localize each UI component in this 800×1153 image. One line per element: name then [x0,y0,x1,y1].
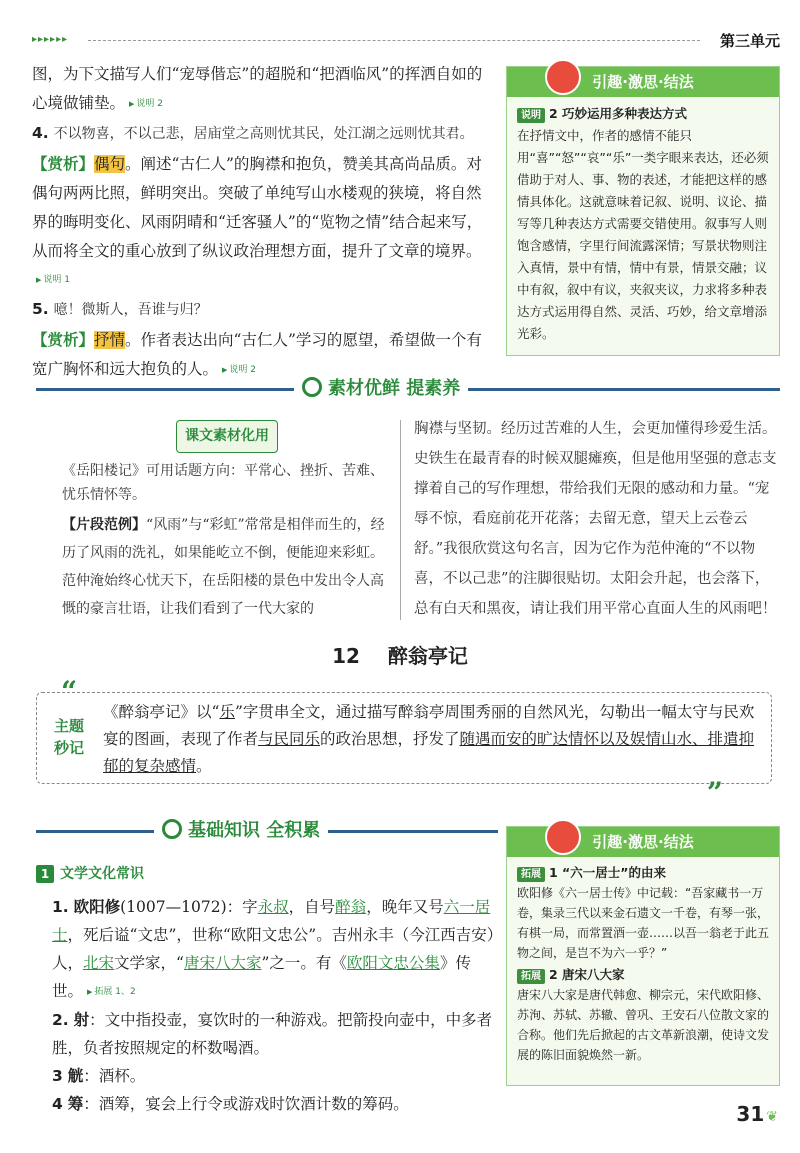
theme-label: 主题秒记 [53,717,84,757]
literature-heading: 1 文学文化常识 [36,860,498,889]
extend-body-2: 唐宋八大家是唐代韩愈、柳宗元，宋代欧阳修、苏洵、苏轼、苏辙、曾巩、王安石八位散文家的合称。他们先后掀起的古文革新浪潮，使诗文发展的陈旧面貌焕然一新。 [517,988,770,1062]
header-rule [88,40,700,41]
explain-tag: 说明 [517,108,545,123]
section-bar-materials: 素材优鲜 提素养 [36,374,780,404]
material-left: 课文素材化用 《岳阳楼记》可用话题方向：平常心、挫折、苦难、忧乐情怀等。 【片段范例】“风雨”与“彩虹”常常是相伴而生的，经历了风雨的洗礼，如果能屹立不倒，便能迎来彩虹。范仲淹始终心忧天下，在岳阳楼的景色中发出令人高慨的豪言壮语，让我们看到了一代大家的 [62,420,392,623]
item-she: 2. 射：文中指投壶，宴饮时的一种游戏。把箭投向壶中，中多者胜，负者按照规定的杯数喝酒。 [52,1010,493,1057]
side-box-title-bar: 引趣·激思·结法 [507,67,779,97]
leaf-icon: ❦ [766,1109,778,1125]
material-right: 胸襟与坚韧。经历过苦难的人生，会更加懂得珍爱生活。史铁生在最青春的时候双腿瘫痪，但是他用坚强的意志支撑着自己的写作理想，带给我们无限的感动和力量。“宠辱不惊，看庭前花开花落；去留无意，望天上云卷云舒。”我很欣赏这句名言，因为它作为范仲淹的“不以物喜，不以己悲”的注脚很贴切。太阳会升起，也会落下，总有白天和黑夜，请让我们用平常心直面人生的风雨吧！ [414,421,777,617]
item-4-analysis: 【赏析】偶句。阐述“古仁人”的胸襟和抱负，赞美其高尚品质。对偶句两两比照，鲜明突出。突破了单纯写山水楼观的狭境，将自然界的晦明变化、风雨阴晴和“迁客骚人”的“览物之情”结合起来写，从而将全文的重心放到了纵议政治理想方面，提升了文章的境界。▶ 说明 1 [32,149,494,296]
top-left-column [32,60,494,385]
side-box-body: 在抒情文中，作者的感情不能只用“喜”“怒”“哀”“乐”一类字眼来表达，还必须借助于对人、事、物的表述，才能把这样的感情具体化。这就意味着记叙、说明、议论、描写等几种表达方式需要交错使用。叙事写人则饱含感情，字里行间流露深情；写景状物则注入真情，景中有情，情中有景，情景交融；议中有叙，叙中有议，夹叙夹议，力求将多种表达方式运用得自然、灵活、巧妙，给文章增添光彩。 [517,128,769,341]
quote-open-icon: “ [61,675,78,708]
item-5: 5. 噫！微斯人，吾谁与归？ [32,300,208,318]
quote-close-icon: ” [706,776,723,809]
section-bar-basics: 基础知识 全积累 [36,816,498,846]
lesson-title: 12 醉翁亭记 [332,644,468,668]
theme-box [36,675,772,809]
header-dots: ▸▸▸▸▸▸ [32,34,69,45]
unit-title: 第三单元 [719,32,780,50]
reader-avatar-icon [545,59,581,95]
item-chou: 4 筹：酒筹，宴会上行令或游戏时饮酒计数的筹码。 [52,1094,409,1113]
theme-body: 《醉翁亭记》以“乐”字贯串全文，通过描写醉翁亭周围秀丽的自然风光，勾勒出一幅太守与民欢宴的图画，表现了作者与民同乐的政治思想，抒发了随遇而安的旷达情怀以及娱情山水、排遣抑郁的复杂感情。 [103,703,755,775]
item-4: 4. 不以物喜，不以己悲，居庙堂之高则忧其民，处江湖之远则忧其君。 [32,123,474,142]
page-header [0,0,800,52]
basics-column [36,860,498,1118]
reader-avatar-icon [545,819,581,855]
paragraph-intro: 图，为下文描写人们“宠辱偕忘”的超脱和“把酒临风”的挥洒自如的心境做铺垫。▶ 说明 2 [32,60,494,119]
item-ouyangxiu: 1. 欧阳修(1007—1072)：字永叔，自号醉翁，晚年又号六一居士，死后谥“文忠”，世称“欧阳文忠公”。吉州永丰（今江西吉安）人，北宋文学家，“唐宋八大家”之一。有《欧阳文忠公集》传世。▶ 拓展 1、2 [52,893,498,1006]
spiral-icon [302,377,322,397]
extend-tag: 拓展 [517,867,545,882]
material-pill: 课文素材化用 [176,420,278,453]
note-link[interactable]: ▶ 说明 2 [222,356,256,385]
extend-tag: 拓展 [517,969,545,984]
note-link[interactable]: ▶ 说明 2 [129,90,163,119]
side-box-title-bar: 引趣·激思·结法 [507,827,779,857]
material-divider [400,420,401,620]
item-5-analysis: 【赏析】抒情。作者表达出向“古仁人”学习的愿望，希望做一个有宽广胸怀和远大抱负的人。▶ 说明 2 [32,325,494,385]
extend-body-1: 欧阳修《六一居士传》中记载：“吾家藏书一万卷，集录三代以来金石遗文一千卷，有琴一张，有棋一局，而常置酒一壶……以吾一翁老于此五物之间，是岂不为六一乎？” [517,886,770,960]
page-number: 31 ❦ [736,1102,778,1126]
spiral-icon [162,819,182,839]
item-gong: 3 觥：酒杯。 [52,1066,146,1085]
side-box-explain: 引趣·激思·结法 说明 2 巧妙运用多种表达方式 在抒情文中，作者的感情不能只用“喜”“怒”“哀”“乐”一类字眼来表达，还必须借助于对人、事、物的表述，才能把这样的感情具体化。这就意味着记叙、说明、议论、描写等几种表达方式需要交错使用。叙事写人则饱含感情，字里行间流露深情；写景状物则注入真情，景中有情，情中有景，情景交融；议中有叙，叙中有议，夹叙夹议，力求将多种表达方式运用得自然、灵活、巧妙，给文章增添光彩。 [506,66,780,356]
note-link[interactable]: ▶ 拓展 1、2 [87,978,136,1006]
side-box-extend: 引趣·激思·结法 拓展 1 “六一居士”的由来 欧阳修《六一居士传》中记载：“吾家藏书一万卷，集录三代以来金石遗文一千卷，有琴一张，有棋一局，而常置酒一壶……以吾一翁老于此五物之间，是岂不为六一乎？” 拓展 2 唐宋八大家 唐宋八大家是唐代韩愈、柳宗元，宋代欧阳修、苏洵、苏轼、苏辙、曾巩、王安石八位散文家的合称。他们先后掀起的古文革新浪潮，使诗文发展的陈旧面貌焕然一新。 [506,826,780,1086]
note-link[interactable]: ▶ 说明 1 [36,266,70,295]
